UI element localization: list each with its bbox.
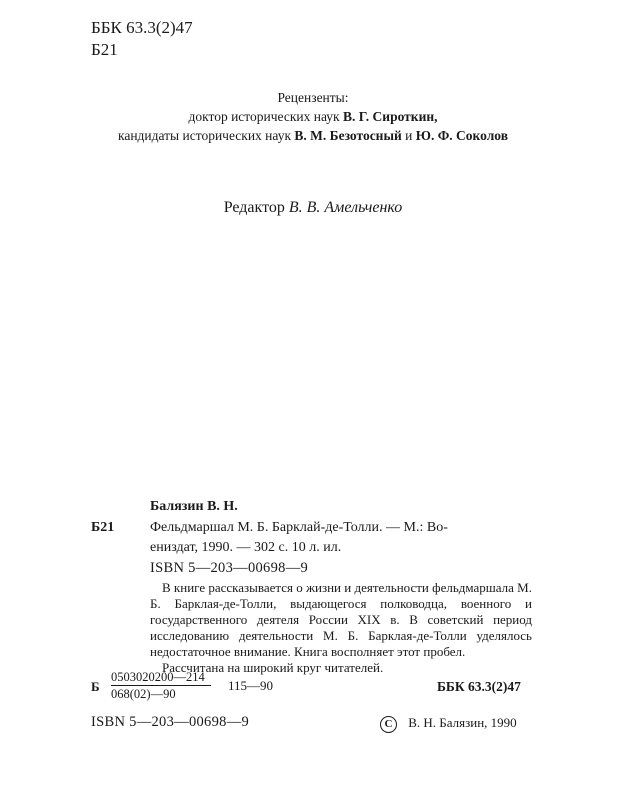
footer-isbn: ISBN 5—203—00698—9 bbox=[91, 714, 250, 730]
fraction-denominator: 068(02)—90 bbox=[111, 687, 176, 701]
editor-line bbox=[0, 199, 626, 217]
abstract-paragraph-1: В книге рассказывается о жизни и деятельности фельдмаршала М. Б. Барклая-де-Толли, выдающегося полководца, военного и государственного деятеля России XIX в. В советский период исследованию деятельности М. Б. Барклая-де-Толли уделялось недостаточное внимание. Книга восполняет этот пробел. bbox=[150, 580, 532, 659]
editor-label: Редактор bbox=[223, 199, 285, 216]
footer-bbk-code: ББК 63.3(2)47 bbox=[437, 679, 521, 694]
copyright-icon: C bbox=[380, 716, 397, 733]
catalog-abstract bbox=[150, 580, 532, 676]
reviewers-line-1 bbox=[0, 107, 626, 126]
reviewer-1-prefix: доктор исторических наук bbox=[188, 109, 340, 124]
abstract-paragraph-2: Рассчитана на широкий круг читателей. bbox=[162, 660, 384, 675]
bbk-code: ББК 63.3(2)47 bbox=[91, 18, 193, 37]
reviewer-3-name: Ю. Ф. Соколов bbox=[415, 128, 509, 143]
fraction-label: Б bbox=[91, 679, 100, 694]
copyright-text: В. Н. Балязин, 1990 bbox=[408, 715, 517, 730]
reviewers-block bbox=[0, 88, 626, 145]
copyright-line bbox=[380, 715, 517, 733]
fraction-numerator: 0503020200—214 bbox=[111, 669, 211, 686]
catalog-title-line-2: ениздат, 1990. — 302 с. 10 л. ил. bbox=[150, 540, 342, 555]
reviewers-line-2 bbox=[0, 126, 626, 145]
reviewer-and: и bbox=[405, 128, 413, 143]
editor-name: В. В. Амельченко bbox=[288, 199, 403, 216]
reviewer-2-prefix: кандидаты исторических наук bbox=[117, 128, 292, 143]
reviewer-1-name: В. Г. Сироткин, bbox=[342, 109, 438, 124]
bbk-code-header bbox=[91, 17, 193, 61]
reviewers-title: Рецензенты: bbox=[277, 90, 349, 105]
catalog-isbn: ISBN 5—203—00698—9 bbox=[150, 560, 309, 576]
bbk-index: Б21 bbox=[91, 40, 118, 59]
fraction-code bbox=[111, 669, 211, 702]
catalog-title-line-1: Фельдмаршал М. Б. Барклай-де-Толли. — М.: Во- bbox=[150, 520, 448, 535]
catalog-index: Б21 bbox=[91, 520, 115, 535]
fraction-code-right: 115—90 bbox=[228, 678, 274, 693]
catalog-author: Балязин В. Н. bbox=[150, 499, 238, 514]
reviewer-2-name: В. М. Безотосный bbox=[294, 128, 402, 143]
